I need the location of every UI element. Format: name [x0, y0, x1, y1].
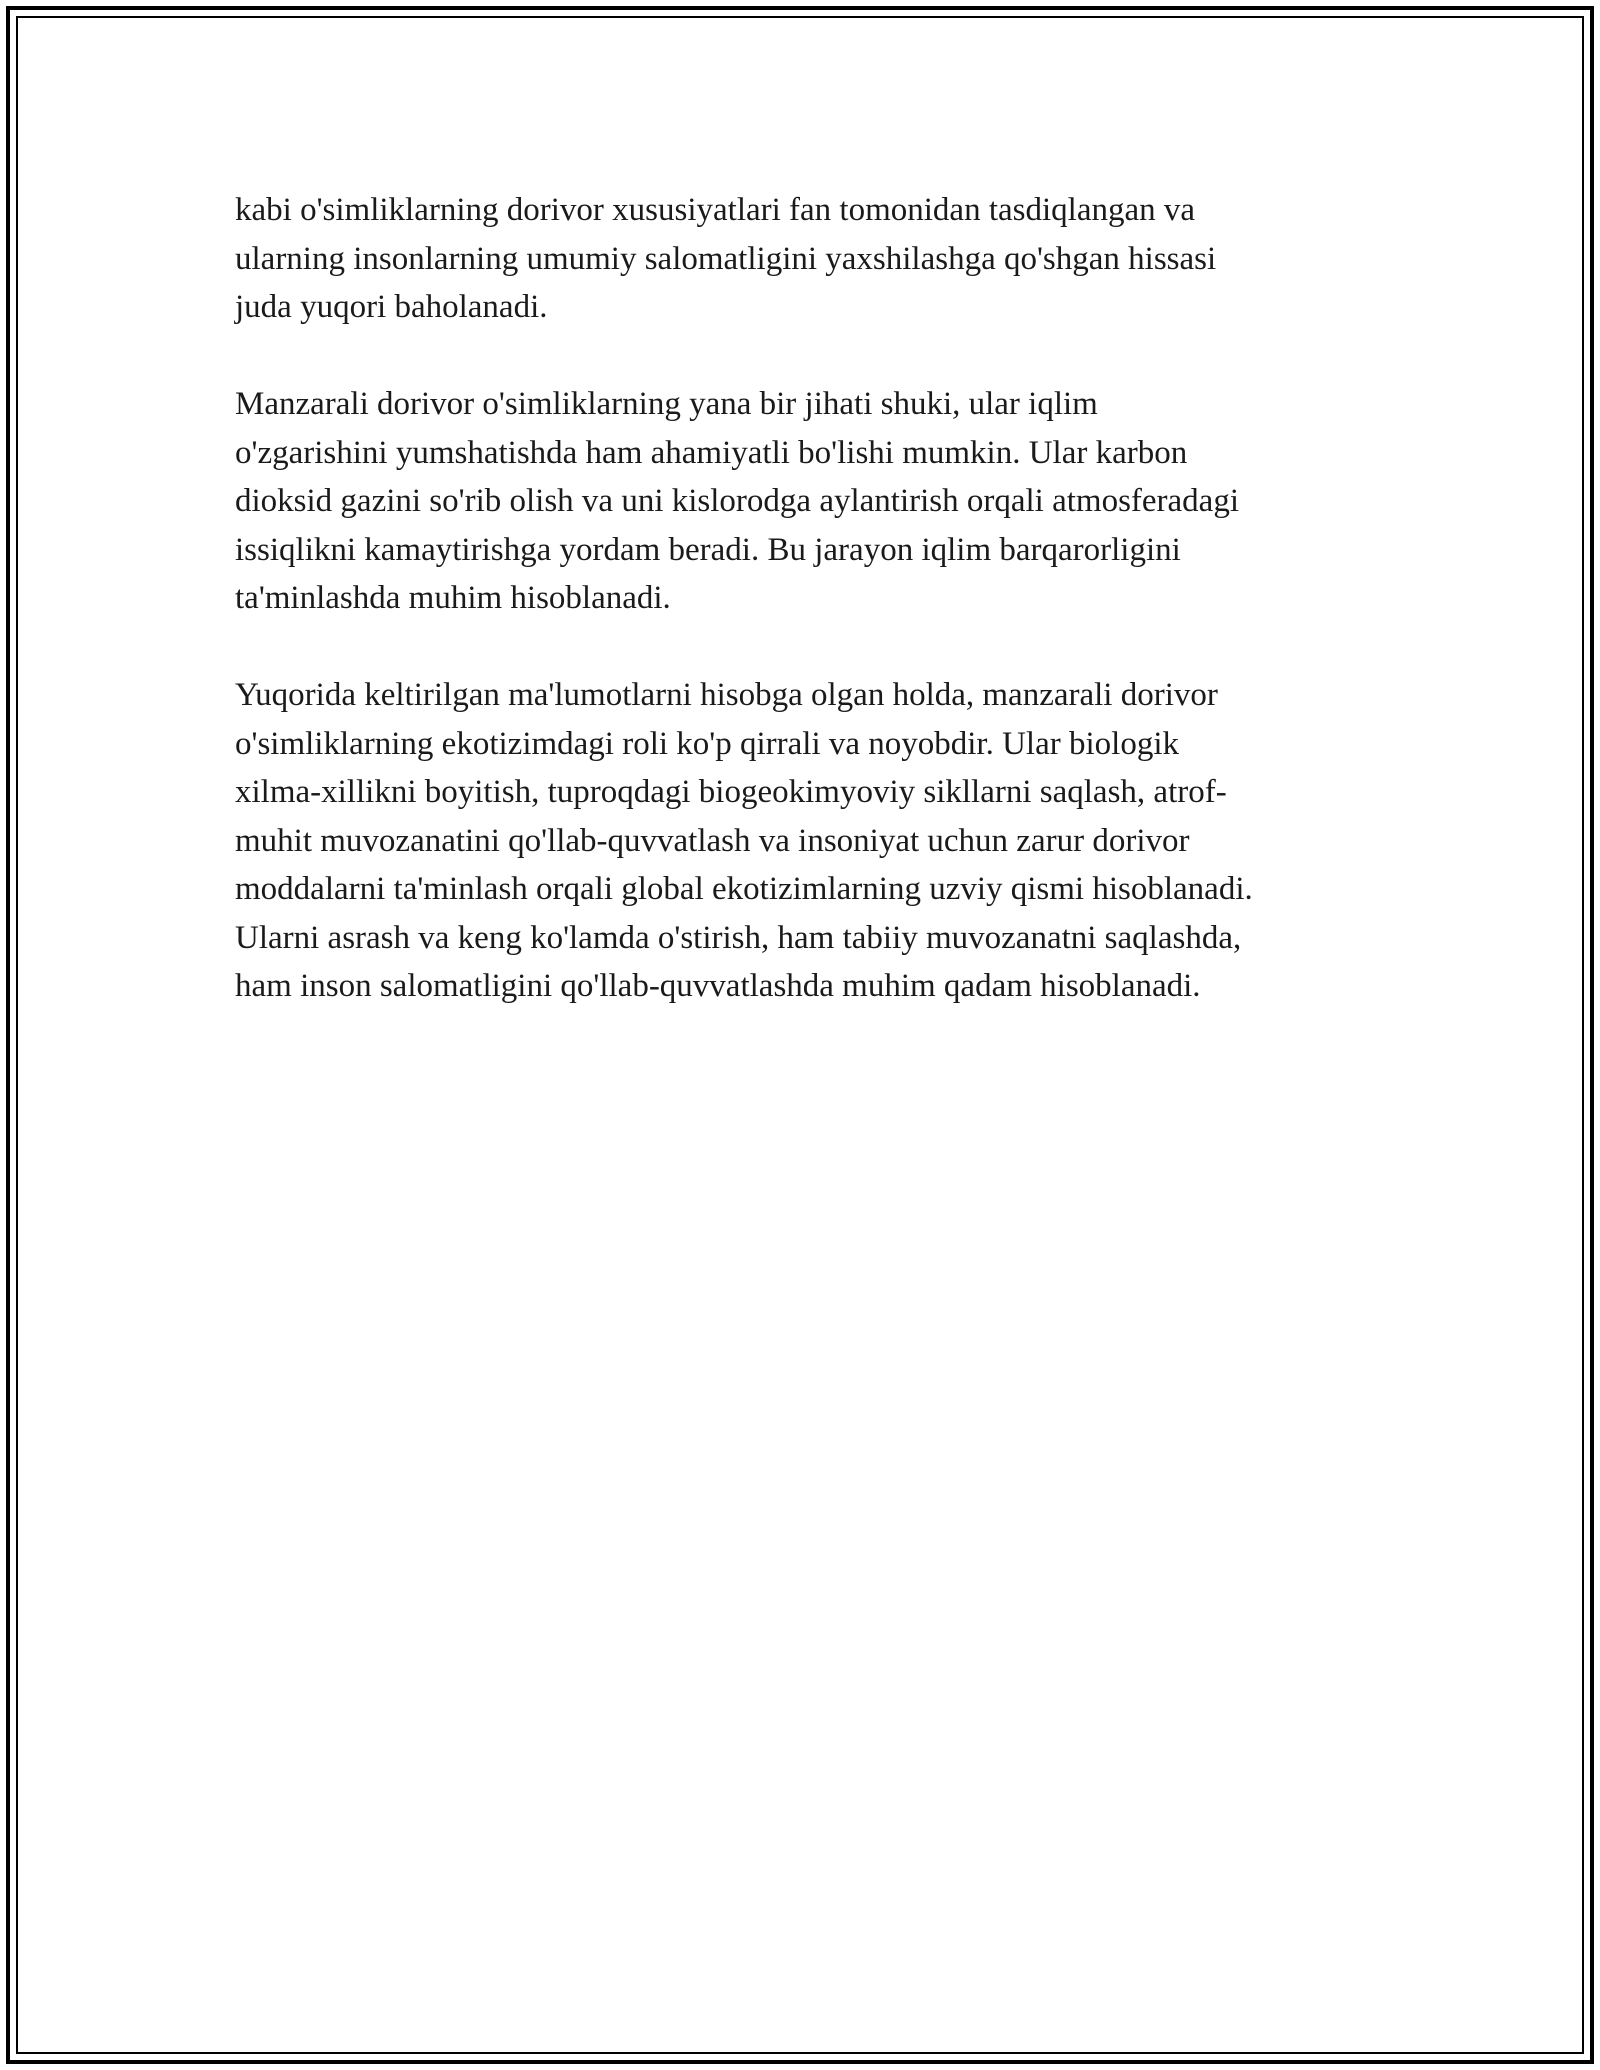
text-line: issiqlikni kamaytirishga yordam beradi. Bu jarayon iqlim barqarorligini: [235, 531, 1181, 568]
paragraph-1: [235, 186, 1385, 332]
text-line: Manzarali dorivor o'simliklarning yana bir jihati shuki, ular iqlim: [235, 386, 1098, 422]
paragraph-3: [235, 671, 1385, 1011]
text-line: muhit muvozanatini qo'llab-quvvatlash va insoniyat uchun zarur dorivor: [235, 822, 1190, 859]
text-line: kabi o'simliklarning dorivor xususiyatlari fan tomonidan tasdiqlangan va: [235, 192, 1196, 228]
text-line: juda yuqori baholanadi.: [235, 289, 548, 325]
text-line: dioksid gazini so'rib olish va uni kislorodga aylantirish orqali atmosferadagi: [235, 483, 1240, 519]
text-line: Ularni asrash va keng ko'lamda o'stirish, ham tabiiy muvozanatni saqlashda,: [235, 919, 1242, 956]
text-line: moddalarni ta'minlash orqali global ekotizimlarning uzviy qismi hisoblanadi.: [235, 871, 1253, 907]
text-line: ta'minlashda muhim hisoblanadi.: [235, 580, 671, 616]
text-line: xilma-xillikni boyitish, tuproqdagi biogeokimyoviy sikllarni saqlash, atrof-: [235, 774, 1227, 810]
text-line: ularning insonlarning umumiy salomatligini yaxshilashga qo'shgan hissasi: [235, 240, 1217, 277]
text-line: ham inson salomatligini qo'llab-quvvatlashda muhim qadam hisoblanadi.: [235, 968, 1201, 1004]
text-line: Yuqorida keltirilgan ma'lumotlarni hisobga olgan holda, manzarali dorivor: [235, 677, 1218, 713]
document-body: [235, 186, 1385, 1059]
paragraph-2: [235, 380, 1385, 623]
text-line: o'simliklarning ekotizimdagi roli ko'p qirrali va noyobdir. Ular biologik: [235, 725, 1179, 762]
text-line: o'zgarishini yumshatishda ham ahamiyatli bo'lishi mumkin. Ular karbon: [235, 434, 1188, 471]
